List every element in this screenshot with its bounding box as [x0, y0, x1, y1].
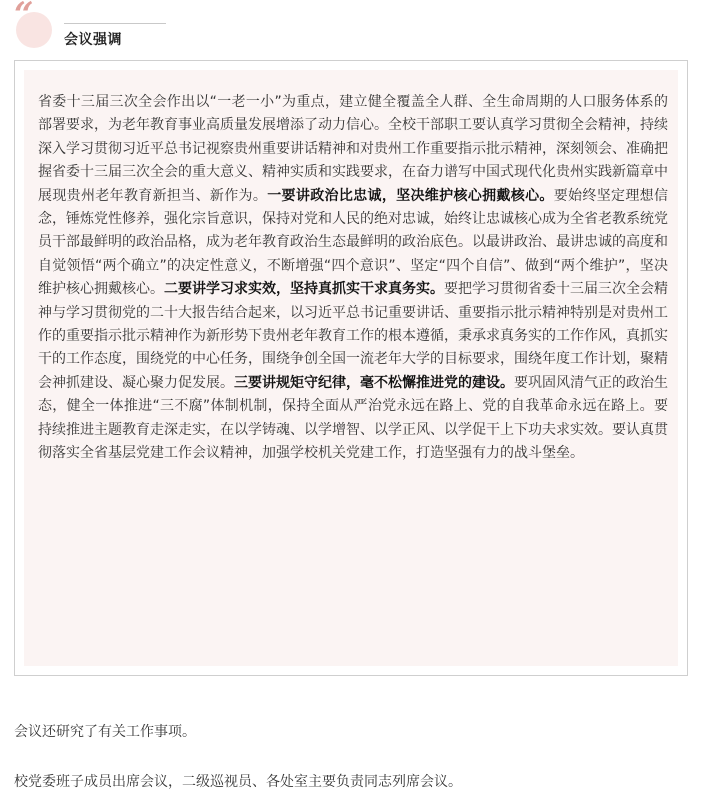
- section-header: [12, 0, 692, 56]
- callout-text: [38, 91, 668, 466]
- emphasis-callout: [14, 60, 688, 676]
- callout-background: [24, 70, 678, 666]
- point-2-heading: 二要讲学习求实效，坚持真抓实干求真务实。: [164, 281, 444, 298]
- point-3-body: 要巩固风清气正的政治生态，健全一体推进“三不腐”体制机制，保持全面从严治党永远在路上、党的自我革命永远在路上。要持续推进主题教育走深走实，在以学铸魂、以学增智、以学正风、以学促干上下功夫求实效。要认真贯彻落实全省基层党建工作会议精神，加强学校机关党建工作，打造坚强有力的战斗堡垒。: [38, 374, 668, 462]
- point-2-body: 要把学习贯彻省委十三届三次全会精神与学习贯彻党的二十大报告结合起来，以习近平总书记重要讲话、重要指示批示精神特别是对贵州工作的重要指示批示精神作为新形势下贵州老年教育工作的根本遵循，秉承求真务实的工作作风，真抓实干的工作态度，围绕党的中心任务，围绕争创全国一流老年大学的目标要求，围绕年度工作计划，聚精会神抓建设、凝心聚力促发展。: [38, 281, 668, 391]
- paragraph-attendees: 校党委班子成员出席会议，二级巡视员、各处室主要负责同志列席会议。: [14, 774, 462, 790]
- point-1-body: 要始终坚定理想信念，锤炼党性修养，强化宗旨意识，保持对党和人民的绝对忠诚，始终让忠诚核心成为全省老教系统党员干部最鲜明的政治品格，成为老年教育政治生态最鲜明的政治底色。以最讲政治、最讲忠诚的高度和自觉领悟“两个确立”的决定性意义，不断增强“四个意识”、坚定“四个自信”、做到“两个维护”，坚决维护核心拥戴核心。: [38, 187, 669, 298]
- header-divider: [64, 23, 166, 24]
- point-3-heading: 三要讲规矩守纪律，毫不松懈推进党的建设。: [234, 374, 514, 391]
- callout-intro: 省委十三届三次全会作出以“一老一小”为重点，建立健全覆盖全人群、全生命周期的人口服务体系的部署要求，为老年教育事业高质量发展增添了动力信心。全校干部职工要认真学习贯彻全会精神，持续深入学习贯彻习近平总书记视察贵州重要讲话精神和对贵州工作重要指示批示精神，深刻领会、准确把握省委十三届三次全会的重大意义、精神实质和实践要求，在奋力谱写中国式现代化贵州实践新篇章中展现贵州老年教育新担当、新作为。: [38, 94, 668, 204]
- quote-mark-icon: “: [14, 0, 34, 35]
- paragraph-work-matters: 会议还研究了有关工作事项。: [14, 724, 196, 740]
- point-1-heading: 一要讲政治比忠诚，坚决维护核心拥戴核心。: [267, 187, 554, 204]
- quote-decoration: [12, 0, 58, 50]
- section-title: 会议强调: [64, 32, 122, 48]
